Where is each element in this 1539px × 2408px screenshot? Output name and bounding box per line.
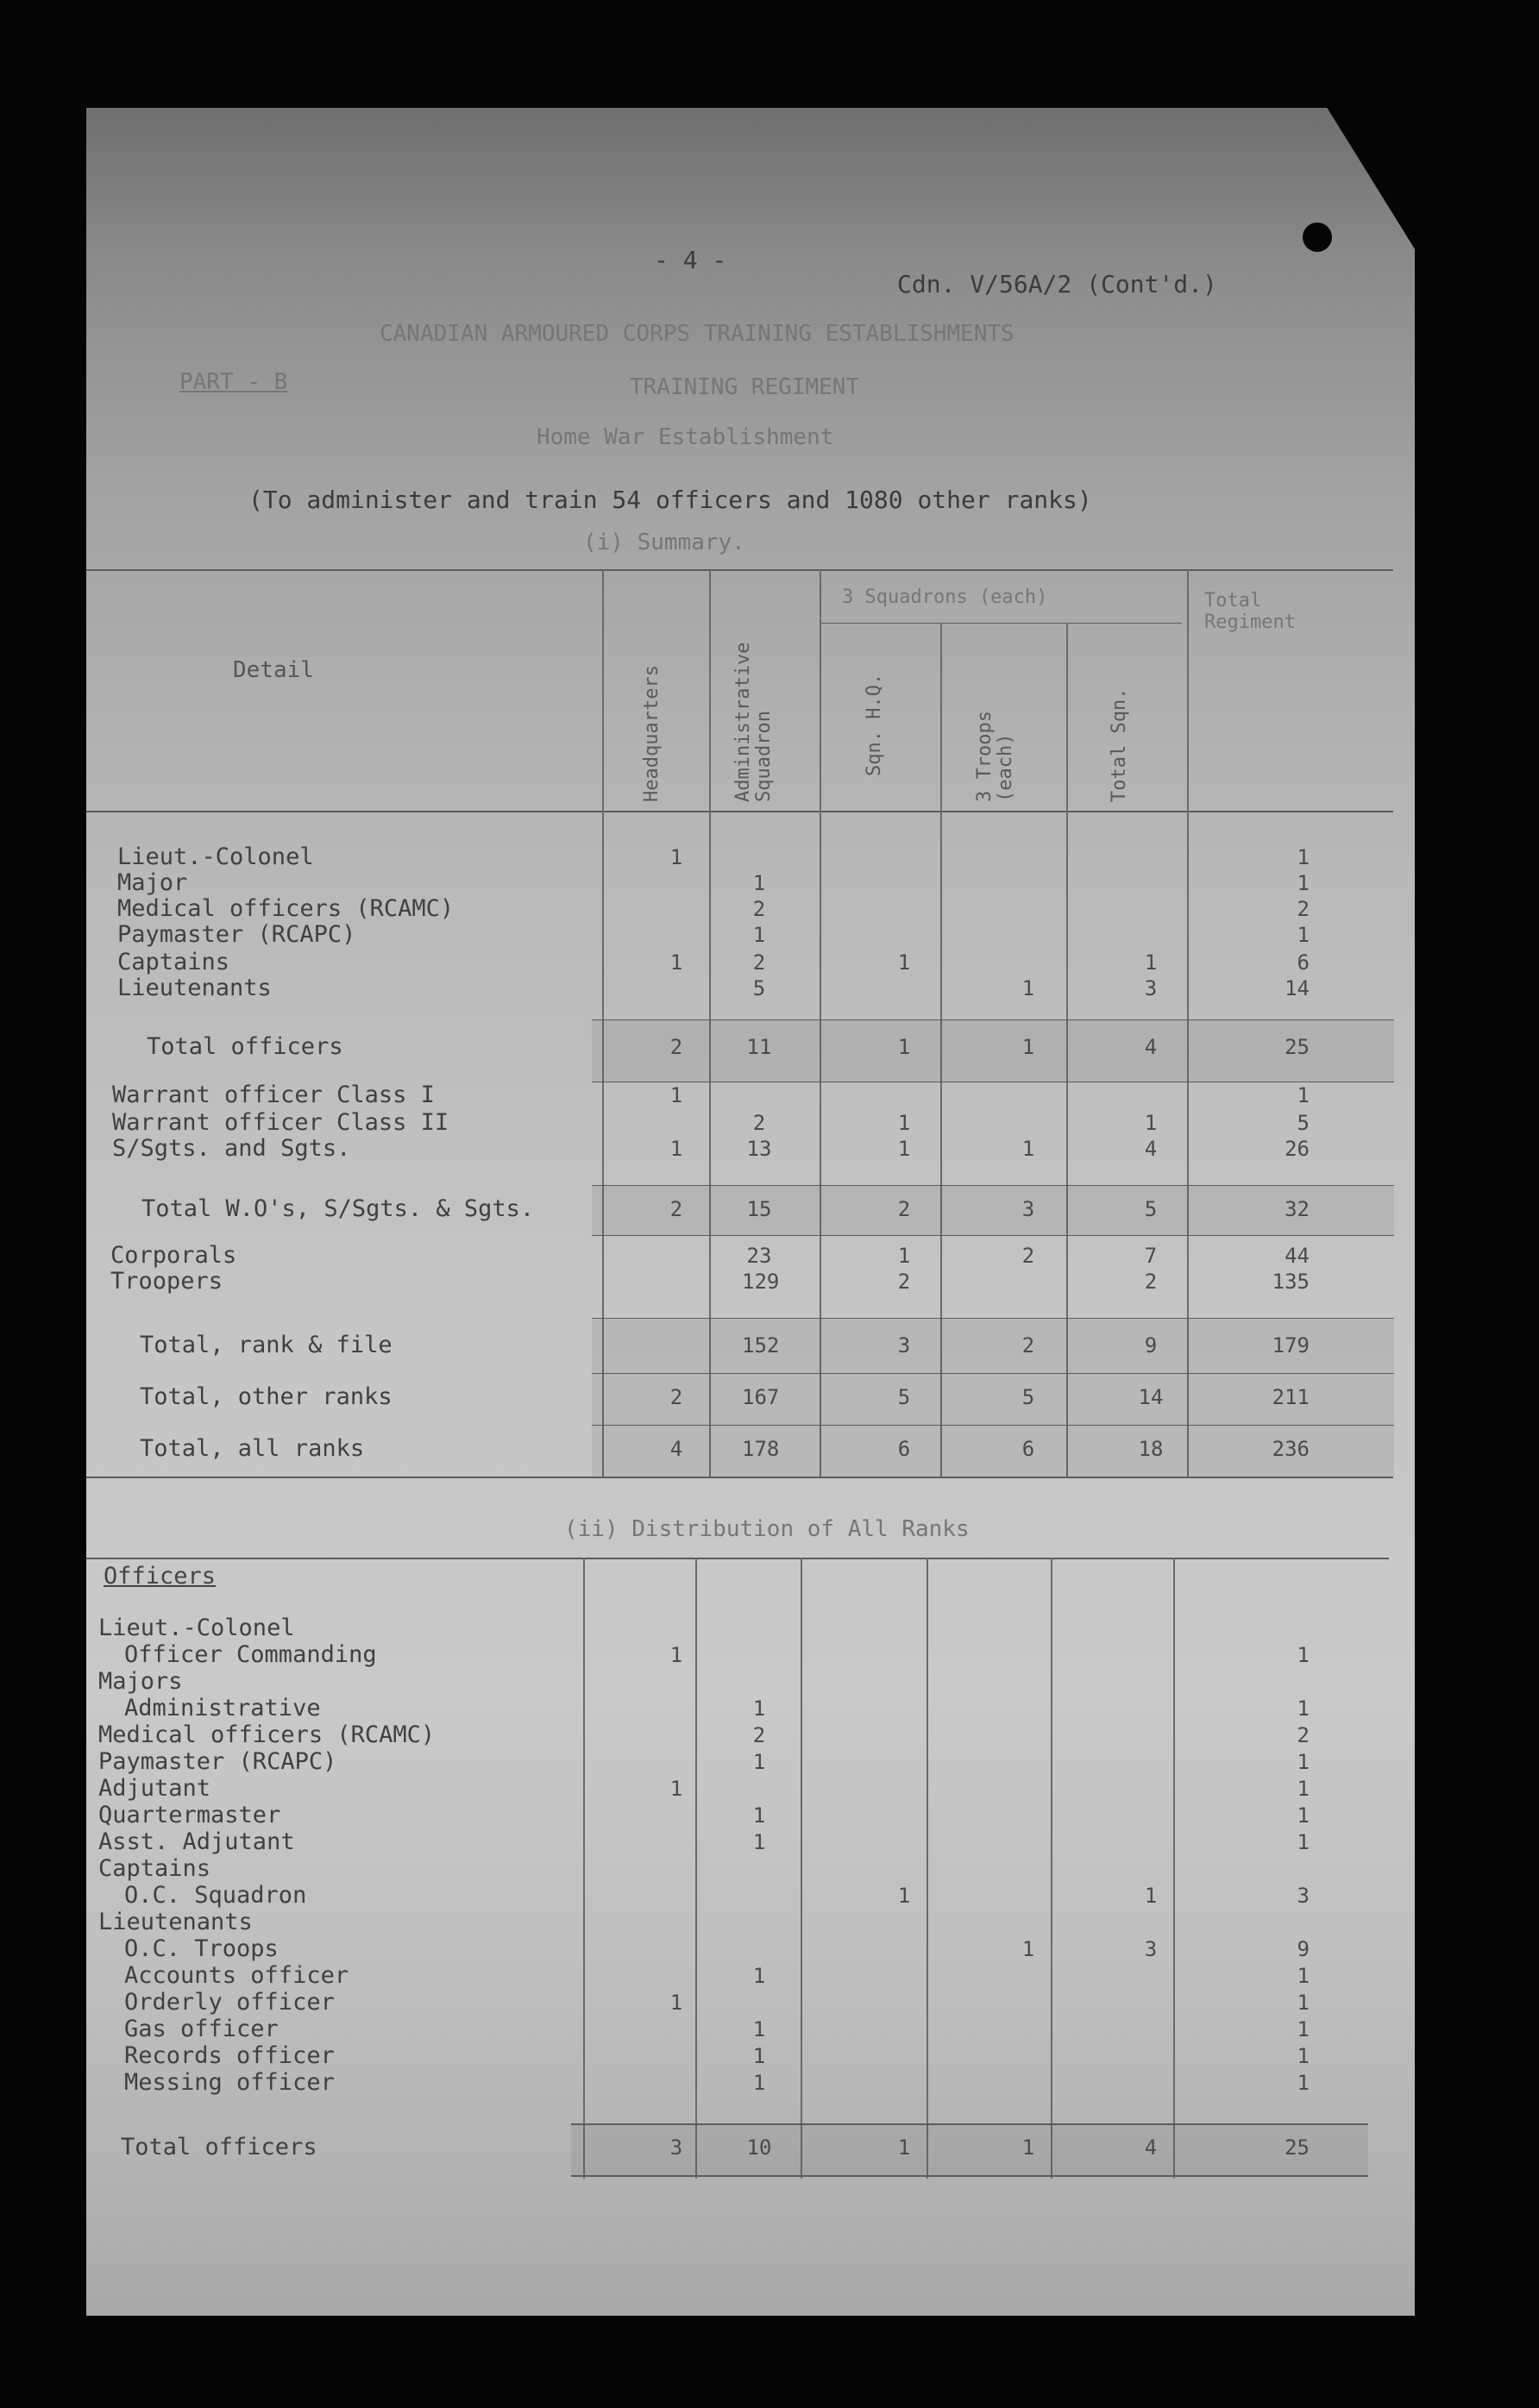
summary-cell-sqnhq: 1 xyxy=(897,1244,911,1268)
summary-cell-total: 1 xyxy=(1297,845,1310,869)
summary-cell-admin: 167 xyxy=(742,1385,780,1409)
distribution-cell-admin: 1 xyxy=(752,2071,766,2095)
summary-cell-total: 1 xyxy=(1297,923,1310,947)
summary-cell-totsqn: 3 xyxy=(1144,976,1158,1000)
summary-row-label: Troopers xyxy=(110,1268,223,1295)
summary-cell-hq: 4 xyxy=(669,1437,683,1461)
distribution-row-label: Captains xyxy=(98,1855,211,1882)
distribution-row-label: Accounts officer xyxy=(124,1962,349,1989)
summary-cell-troops: 2 xyxy=(1021,1244,1035,1268)
distribution-row-label: Asst. Adjutant xyxy=(98,1828,295,1855)
summary-cell-total: 6 xyxy=(1297,950,1310,975)
distribution-cell-totsqn: 3 xyxy=(1144,1937,1158,1961)
summary-cell-troops: 2 xyxy=(1021,1333,1035,1358)
summary-cell-admin: 15 xyxy=(746,1197,772,1221)
summary-cell-hq: 1 xyxy=(669,845,683,869)
summary-cell-total: 1 xyxy=(1297,871,1310,895)
summary-cell-troops: 5 xyxy=(1021,1385,1035,1409)
distribution-row-label: Orderly officer xyxy=(124,1989,335,2016)
distribution-cell-admin: 2 xyxy=(752,1723,766,1747)
administrative-squadron-column-header: Administrative Squadron xyxy=(732,642,776,802)
distribution-cell-admin: 1 xyxy=(752,2017,766,2041)
summary-row-label: Lieut.-Colonel xyxy=(117,843,314,870)
summary-cell-hq: 2 xyxy=(669,1385,683,1409)
summary-cell-admin: 1 xyxy=(752,871,766,895)
summary-row-label: Medical officers (RCAMC) xyxy=(117,895,455,922)
summary-cell-hq: 2 xyxy=(669,1197,683,1221)
summary-cell-totsqn: 7 xyxy=(1144,1244,1158,1268)
summary-cell-totsqn: 1 xyxy=(1144,950,1158,975)
summary-cell-totsqn: 4 xyxy=(1144,1035,1158,1059)
summary-cell-sqnhq: 6 xyxy=(897,1437,911,1461)
summary-cell-admin: 2 xyxy=(752,1111,766,1135)
summary-cell-totsqn: 9 xyxy=(1144,1333,1158,1358)
distribution-cell-total: 1 xyxy=(1297,1777,1310,1801)
distribution-cell-total: 1 xyxy=(1297,1991,1310,2015)
summary-cell-troops: 1 xyxy=(1021,1137,1035,1161)
detail-column-header: Detail xyxy=(233,657,314,683)
summary-cell-admin: 11 xyxy=(746,1035,772,1059)
distribution-cell-total: 3 xyxy=(1297,1884,1310,1908)
summary-cell-hq: 1 xyxy=(669,1083,683,1107)
summary-cell-sqnhq: 5 xyxy=(897,1385,911,1409)
summary-cell-sqnhq: 2 xyxy=(897,1197,911,1221)
distribution-cell-total: 1 xyxy=(1297,1803,1310,1828)
total-squadron-column-header: Total Sqn. xyxy=(1109,687,1130,802)
distribution-cell-admin: 1 xyxy=(752,1830,766,1854)
summary-cell-totsqn: 18 xyxy=(1138,1437,1164,1461)
summary-cell-hq: 1 xyxy=(669,1137,683,1161)
summary-row-label: Total W.O's, S/Sgts. & Sgts. xyxy=(141,1195,535,1222)
summary-cell-admin: 1 xyxy=(752,923,766,947)
page-number: - 4 - xyxy=(654,246,727,274)
summary-cell-total: 32 xyxy=(1285,1197,1310,1221)
distribution-cell-admin: 1 xyxy=(752,2044,766,2068)
summary-cell-sqnhq: 1 xyxy=(897,950,911,975)
distribution-cell-admin: 1 xyxy=(752,1803,766,1828)
distribution-row-label: Gas officer xyxy=(124,2016,279,2042)
distribution-row-label: Paymaster (RCAPC) xyxy=(98,1748,337,1775)
distribution-cell-total: 2 xyxy=(1297,1723,1310,1747)
distribution-cell-total: 1 xyxy=(1297,2071,1310,2095)
summary-cell-total: 211 xyxy=(1272,1385,1310,1409)
distribution-cell-troops: 1 xyxy=(1021,1937,1035,1961)
summary-row-label: Warrant officer Class II xyxy=(112,1109,449,1136)
part-label: PART - B xyxy=(179,369,288,395)
distribution-cell-admin: 1 xyxy=(752,1750,766,1774)
distribution-cell-total: 1 xyxy=(1297,1964,1310,1988)
distribution-cell-hq: 1 xyxy=(669,1777,683,1801)
summary-cell-total: 14 xyxy=(1285,976,1310,1000)
distribution-cell-totsqn: 4 xyxy=(1144,2135,1158,2160)
summary-cell-sqnhq: 3 xyxy=(897,1333,911,1358)
distribution-cell-total: 1 xyxy=(1297,1643,1310,1667)
summary-row-label: Total, all ranks xyxy=(140,1435,365,1462)
summary-cell-sqnhq: 1 xyxy=(897,1137,911,1161)
distribution-row-label: Officer Commanding xyxy=(124,1641,377,1668)
distribution-row-label: Adjutant xyxy=(98,1775,211,1802)
distribution-cell-hq: 1 xyxy=(669,1991,683,2015)
distribution-top-rule xyxy=(86,1558,1389,1559)
troops-column-header: 3 Troops (each) xyxy=(974,711,1017,802)
summary-cell-totsqn: 14 xyxy=(1138,1385,1164,1409)
summary-cell-hq: 2 xyxy=(669,1035,683,1059)
distribution-cell-total: 1 xyxy=(1297,1696,1310,1721)
squadrons-group-header: 3 Squadrons (each) xyxy=(842,586,1048,608)
summary-row-label: Warrant officer Class I xyxy=(112,1082,435,1108)
distribution-cell-admin: 1 xyxy=(752,1696,766,1721)
distribution-cell-total: 1 xyxy=(1297,2044,1310,2068)
summary-cell-admin: 178 xyxy=(742,1437,780,1461)
establishment-label: Home War Establishment xyxy=(537,424,834,450)
distribution-row-label: O.C. Squadron xyxy=(124,1882,307,1909)
distribution-row-label: Lieutenants xyxy=(98,1909,253,1935)
distribution-cell-total: 9 xyxy=(1297,1937,1310,1961)
summary-cell-total: 179 xyxy=(1272,1333,1310,1358)
summary-cell-troops: 1 xyxy=(1021,976,1035,1000)
distribution-row-label: Majors xyxy=(98,1668,183,1695)
summary-row-label: Lieutenants xyxy=(117,975,272,1001)
distribution-cell-sqnhq: 1 xyxy=(897,2135,911,2160)
summary-row-label: Total, rank & file xyxy=(140,1332,393,1358)
summary-row-label: S/Sgts. and Sgts. xyxy=(112,1135,351,1162)
distribution-cell-hq: 3 xyxy=(669,2135,683,2160)
distribution-row-label: Medical officers (RCAMC) xyxy=(98,1721,436,1748)
distribution-row-label: Total officers xyxy=(121,2134,317,2160)
document-title: CANADIAN ARMOURED CORPS TRAINING ESTABLISHMENTS xyxy=(380,321,1014,347)
distribution-row-label: O.C. Troops xyxy=(124,1935,279,1962)
page-notch xyxy=(1303,223,1332,252)
summary-cell-troops: 6 xyxy=(1021,1437,1035,1461)
distribution-row-label: Quartermaster xyxy=(98,1802,281,1828)
officers-heading: Officers xyxy=(104,1563,217,1590)
squadron-hq-column-header: Sqn. H.Q. xyxy=(864,673,885,776)
distribution-row-label: Lieut.-Colonel xyxy=(98,1615,295,1641)
document-reference: Cdn. V/56A/2 (Cont'd.) xyxy=(897,270,1217,298)
summary-cell-total: 236 xyxy=(1272,1437,1310,1461)
distribution-cell-total: 1 xyxy=(1297,2017,1310,2041)
summary-cell-hq: 1 xyxy=(669,950,683,975)
headquarters-column-header: Headquarters xyxy=(641,665,663,802)
distribution-row-label: Records officer xyxy=(124,2042,335,2069)
summary-row-label: Captains xyxy=(117,949,230,975)
distribution-cell-total: 1 xyxy=(1297,1830,1310,1854)
summary-cell-sqnhq: 1 xyxy=(897,1111,911,1135)
distribution-row-label: Messing officer xyxy=(124,2069,335,2096)
summary-cell-totsqn: 2 xyxy=(1144,1270,1158,1294)
summary-row-label: Corporals xyxy=(110,1242,237,1269)
summary-row-label: Major xyxy=(117,869,188,896)
summary-cell-admin: 23 xyxy=(746,1244,772,1268)
summary-cell-total: 2 xyxy=(1297,897,1310,921)
summary-section-title: (i) Summary. xyxy=(583,530,745,555)
summary-cell-totsqn: 1 xyxy=(1144,1111,1158,1135)
summary-cell-total: 5 xyxy=(1297,1111,1310,1135)
distribution-cell-total: 25 xyxy=(1285,2135,1310,2160)
distribution-row-label: Administrative xyxy=(124,1695,321,1721)
summary-cell-admin: 13 xyxy=(746,1137,772,1161)
summary-cell-total: 26 xyxy=(1285,1137,1310,1161)
summary-row-label: Total officers xyxy=(147,1033,343,1060)
summary-cell-admin: 152 xyxy=(742,1333,780,1358)
summary-cell-troops: 3 xyxy=(1021,1197,1035,1221)
summary-cell-sqnhq: 2 xyxy=(897,1270,911,1294)
distribution-cell-troops: 1 xyxy=(1021,2135,1035,2160)
summary-cell-troops: 1 xyxy=(1021,1035,1035,1059)
summary-row-label: Total, other ranks xyxy=(140,1383,393,1410)
distribution-cell-admin: 1 xyxy=(752,1964,766,1988)
summary-cell-totsqn: 4 xyxy=(1144,1137,1158,1161)
summary-cell-admin: 2 xyxy=(752,950,766,975)
summary-cell-total: 25 xyxy=(1285,1035,1310,1059)
summary-cell-total: 1 xyxy=(1297,1083,1310,1107)
summary-cell-admin: 2 xyxy=(752,897,766,921)
distribution-cell-total: 1 xyxy=(1297,1750,1310,1774)
distribution-cell-admin: 10 xyxy=(746,2135,772,2160)
summary-cell-total: 135 xyxy=(1272,1270,1310,1294)
summary-cell-admin: 5 xyxy=(752,976,766,1000)
distribution-section-title: (ii) Distribution of All Ranks xyxy=(564,1516,970,1542)
distribution-cell-totsqn: 1 xyxy=(1144,1884,1158,1908)
summary-cell-sqnhq: 1 xyxy=(897,1035,911,1059)
summary-row-label: Paymaster (RCAPC) xyxy=(117,921,356,948)
distribution-cell-sqnhq: 1 xyxy=(897,1884,911,1908)
summary-cell-admin: 129 xyxy=(742,1270,780,1294)
summary-cell-totsqn: 5 xyxy=(1144,1197,1158,1221)
total-regiment-column-header: Total Regiment xyxy=(1204,590,1296,634)
summary-cell-total: 44 xyxy=(1285,1244,1310,1268)
purpose-line: (To administer and train 54 officers and 1080 other ranks) xyxy=(248,486,1092,514)
distribution-cell-hq: 1 xyxy=(669,1643,683,1667)
document-subtitle: TRAINING REGIMENT xyxy=(630,374,860,400)
